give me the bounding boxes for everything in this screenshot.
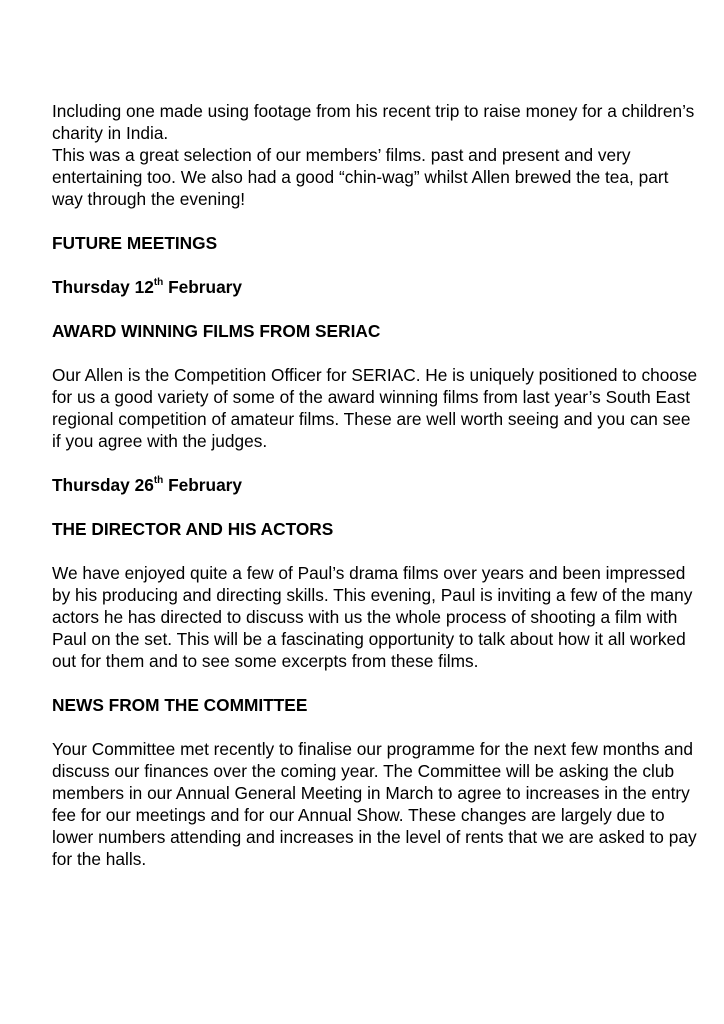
spacer bbox=[52, 254, 702, 276]
meeting-1-date bbox=[52, 276, 702, 298]
meeting-2-date bbox=[52, 474, 702, 496]
intro-paragraph-2: This was a great selection of our members’ films. past and present and very entertaining too. We also had a good “chin-wag” whilst Allen brewed the tea, part way through the evening! bbox=[52, 145, 669, 209]
spacer bbox=[52, 452, 702, 474]
spacer bbox=[52, 496, 702, 518]
spacer bbox=[52, 210, 702, 232]
spacer bbox=[52, 716, 702, 738]
meeting-2-date-prefix: Thursday 26 bbox=[52, 475, 154, 495]
spacer bbox=[52, 540, 702, 562]
meeting-2-date-suffix: February bbox=[163, 475, 243, 495]
intro-paragraph-1: Including one made using footage from his recent trip to raise money for a children’s charity in India. bbox=[52, 101, 695, 143]
spacer bbox=[52, 298, 702, 320]
document-page bbox=[52, 100, 702, 870]
committee-body: Your Committee met recently to finalise our programme for the next few months and discuss our finances over the coming year. The Committee will be asking the club members in our Annual General Meeting in March to agree to increases in the entry fee for our meetings and for our Annual Show. These changes are largely due to lower numbers attending and increases in the level of rents that we are asked to pay for the halls. bbox=[52, 739, 697, 869]
meeting-2-title: THE DIRECTOR AND HIS ACTORS bbox=[52, 519, 334, 539]
meeting-1-date-prefix: Thursday 12 bbox=[52, 277, 154, 297]
committee-heading: NEWS FROM THE COMMITTEE bbox=[52, 695, 308, 715]
meeting-1-body: Our Allen is the Competition Officer for SERIAC. He is uniquely positioned to choose for us a good variety of some of the award winning films from last year’s South East regional competition of amateur films. These are well worth seeing and you can see if you agree with the judges. bbox=[52, 365, 698, 451]
spacer bbox=[52, 672, 702, 694]
meeting-1-title: AWARD WINNING FILMS FROM SERIAC bbox=[52, 321, 381, 341]
meeting-2-body: We have enjoyed quite a few of Paul’s drama films over years and been impressed by his producing and directing skills. This evening, Paul is inviting a few of the many actors he has directed to discuss with us the whole process of shooting a film with Paul on the set. This will be a fascinating opportunity to talk about how it all worked out for them and to see some excerpts from these films. bbox=[52, 563, 693, 671]
spacer bbox=[52, 342, 702, 364]
meeting-1-date-sup: th bbox=[153, 277, 164, 289]
meeting-1-date-suffix: February bbox=[163, 277, 243, 297]
meeting-2-date-sup: th bbox=[153, 475, 164, 487]
future-meetings-heading: FUTURE MEETINGS bbox=[52, 233, 218, 253]
